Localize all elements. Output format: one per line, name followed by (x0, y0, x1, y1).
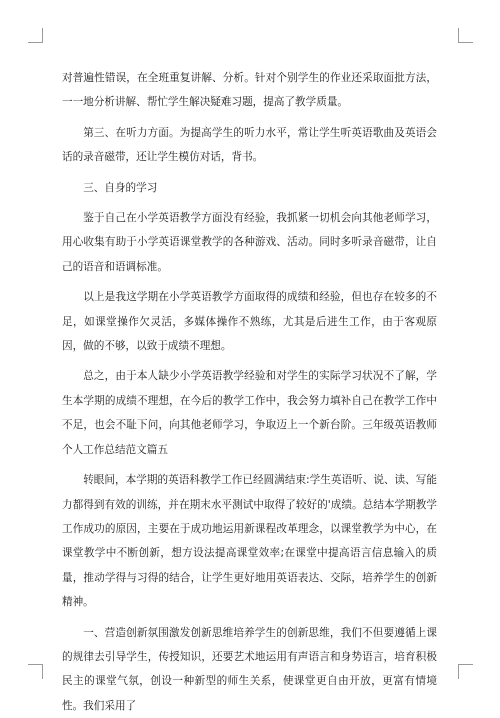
paragraph: 一、营造创新氛围激发创新思维培养学生的创新思维，我们不但要遵循上课的规律去引导学生，传授知识，还要艺术地运用有声语言和身势语言，培育积极民主的课堂气氛，创设一种新型的师生关系，使课堂更自由开放，更富有情境性。我们采用了 (62, 626, 437, 712)
paragraph: 以上是我这学期在小学英语教学方面取得的成绩和经验，但也存在较多的不足，如课堂操作欠灵活，多媒体操作不熟练，尤其是后进生工作，由于客观原因，做的不够，以致于成绩不理想。 (62, 291, 437, 353)
crop-mark-bottom-right (458, 664, 473, 679)
crop-mark-top-right (458, 28, 473, 43)
paragraph: 总之，由于本人缺少小学英语教学经验和对学生的实际学习状况不了解，学生本学期的成绩不理想，在今后的教学工作中，我会努力填补自己在教学工作中不足，也会不耻下问，向其他老师学习，争取迈上一个新台阶。三年级英语教师个人工作总结范文篇五 (62, 370, 437, 456)
paragraph: 对普遍性错误，在全班重复讲解、分析。针对个别学生的作业还采取面批方法，一一地分析讲解、帮忙学生解决疑难习题，提高了教学质量。 (62, 72, 437, 109)
paragraph: 第三、在听力方面。为提高学生的听力水平，常让学生听英语歌曲及英语会话的录音磁带，还让学生模仿对话，背书。 (62, 126, 437, 164)
section-heading: 三、自身的学习 (83, 181, 158, 194)
crop-mark-top-left (28, 28, 43, 43)
paragraph: 转眼间，本学期的英语科教学工作已经圆满结束:学生英语听、说、读、写能力都得到有效的训练，并在期末水平测试中取得了较好的'成绩。总结本学期教学工作成功的原因，主要在于成功地运用新课程改革理念，以课堂教学为中心，在课堂教学中不断创新，想方设法提高课堂效率;在课堂中提高语言信息输入的质量，推动学得与习得的结合，让学生更好地用英语表达、交际，培养学生的创新精神。 (62, 474, 437, 609)
document-body (62, 66, 437, 718)
paragraph: 鉴于自己在小学英语教学方面没有经验，我抓紧一切机会向其他老师学习，用心收集有助于小学英语课堂教学的各种游戏、活动。同时多听录音磁带，让自己的语音和语调标准。 (62, 212, 437, 273)
crop-mark-bottom-left (28, 664, 43, 679)
